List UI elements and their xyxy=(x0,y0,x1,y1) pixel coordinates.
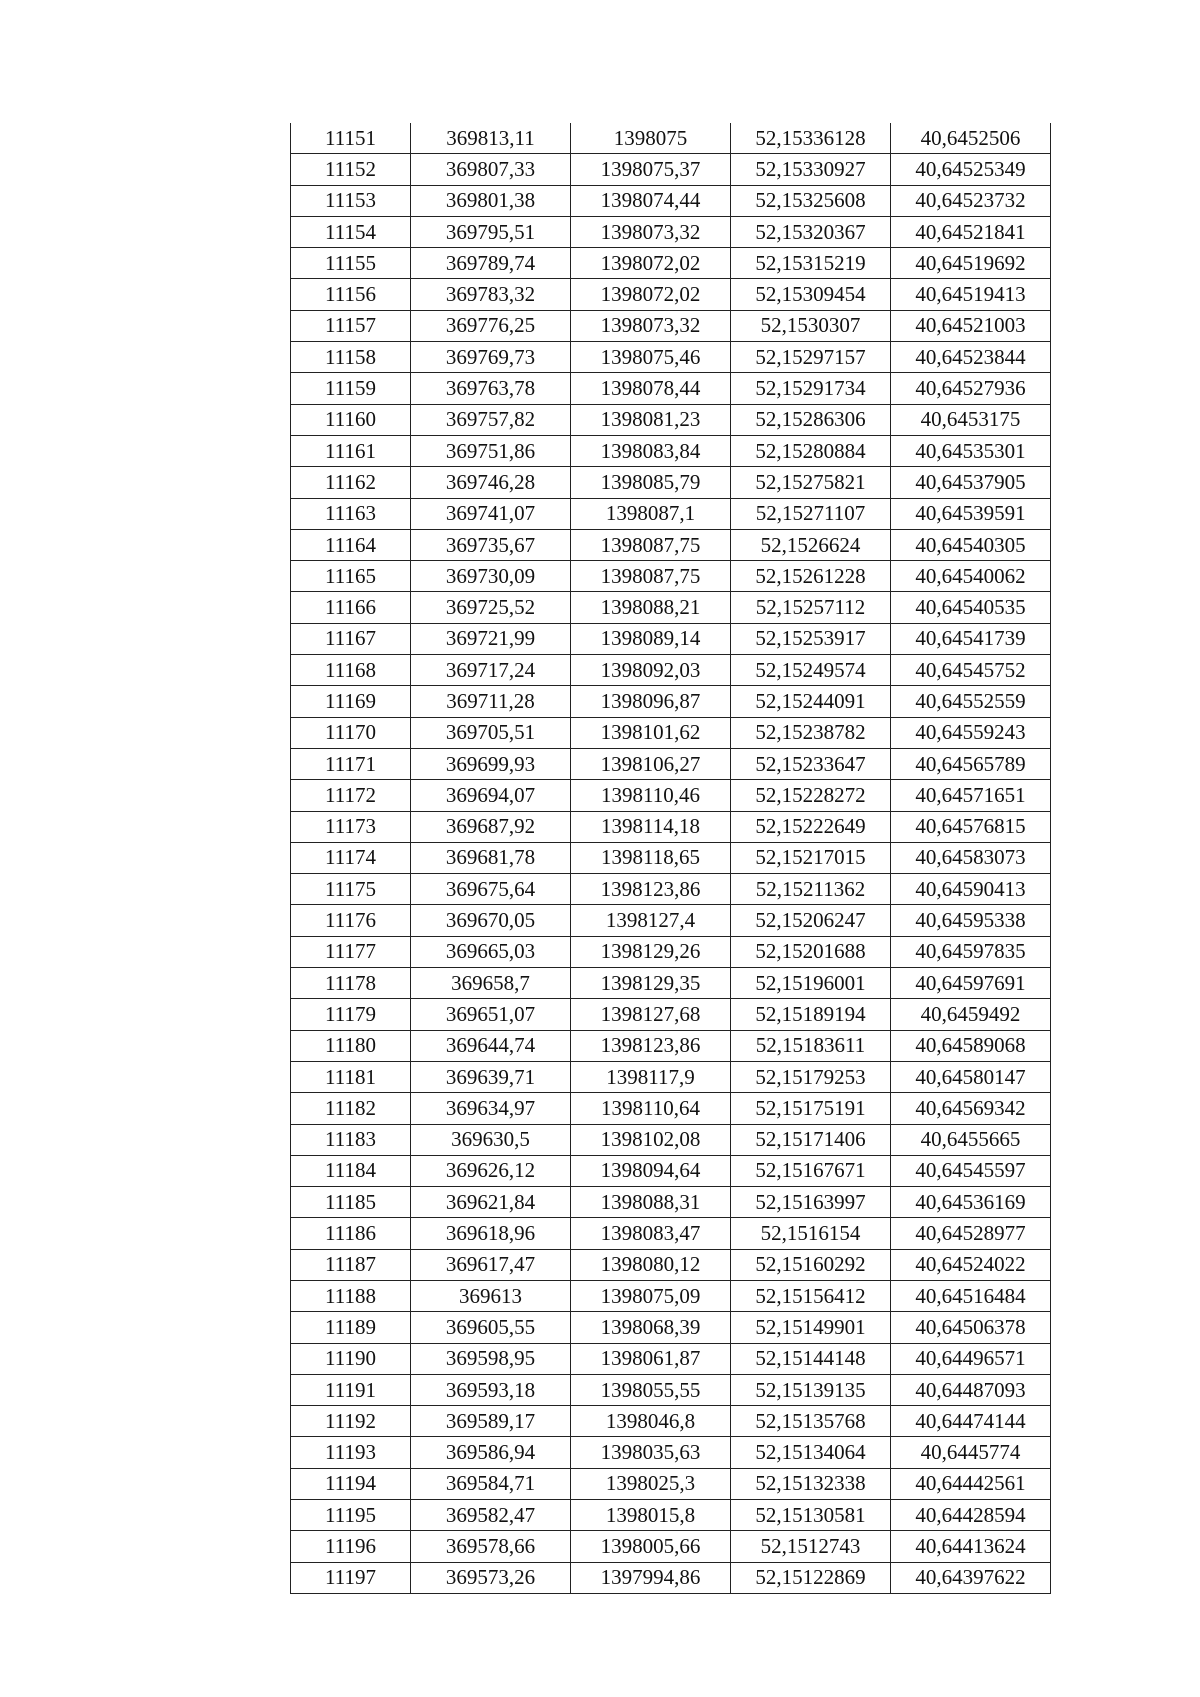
x-coordinate-cell: 369665,03 xyxy=(411,936,571,967)
point-number-cell: 11166 xyxy=(291,592,411,623)
longitude-cell: 40,64413624 xyxy=(891,1531,1051,1562)
latitude-cell: 52,1516154 xyxy=(731,1218,891,1249)
longitude-cell: 40,64496571 xyxy=(891,1343,1051,1374)
x-coordinate-cell: 369769,73 xyxy=(411,342,571,373)
latitude-cell: 52,15325608 xyxy=(731,185,891,216)
longitude-cell: 40,64545597 xyxy=(891,1155,1051,1186)
y-coordinate-cell: 1398087,75 xyxy=(571,561,731,592)
table-row xyxy=(291,1531,1051,1562)
longitude-cell: 40,6455665 xyxy=(891,1124,1051,1155)
latitude-cell: 52,15336128 xyxy=(731,123,891,154)
y-coordinate-cell: 1398088,21 xyxy=(571,592,731,623)
y-coordinate-cell: 1398055,55 xyxy=(571,1374,731,1405)
point-number-cell: 11180 xyxy=(291,1030,411,1061)
y-coordinate-cell: 1398127,68 xyxy=(571,999,731,1030)
y-coordinate-cell: 1398035,63 xyxy=(571,1437,731,1468)
latitude-cell: 52,15122869 xyxy=(731,1562,891,1593)
table-row xyxy=(291,874,1051,905)
longitude-cell: 40,64569342 xyxy=(891,1093,1051,1124)
longitude-cell: 40,64583073 xyxy=(891,842,1051,873)
point-number-cell: 11153 xyxy=(291,185,411,216)
latitude-cell: 52,15217015 xyxy=(731,842,891,873)
latitude-cell: 52,15315219 xyxy=(731,248,891,279)
point-number-cell: 11195 xyxy=(291,1500,411,1531)
table-row xyxy=(291,1187,1051,1218)
latitude-cell: 52,15196001 xyxy=(731,968,891,999)
latitude-cell: 52,15189194 xyxy=(731,999,891,1030)
latitude-cell: 52,15175191 xyxy=(731,1093,891,1124)
table-row xyxy=(291,1500,1051,1531)
table-row xyxy=(291,623,1051,654)
table-row xyxy=(291,1374,1051,1405)
point-number-cell: 11169 xyxy=(291,686,411,717)
point-number-cell: 11151 xyxy=(291,123,411,154)
x-coordinate-cell: 369717,24 xyxy=(411,655,571,686)
latitude-cell: 52,15211362 xyxy=(731,874,891,905)
point-number-cell: 11156 xyxy=(291,279,411,310)
latitude-cell: 52,15257112 xyxy=(731,592,891,623)
table-row xyxy=(291,1437,1051,1468)
longitude-cell: 40,64540062 xyxy=(891,561,1051,592)
point-number-cell: 11191 xyxy=(291,1374,411,1405)
table-row xyxy=(291,279,1051,310)
point-number-cell: 11160 xyxy=(291,404,411,435)
x-coordinate-cell: 369613 xyxy=(411,1280,571,1311)
x-coordinate-cell: 369807,33 xyxy=(411,154,571,185)
x-coordinate-cell: 369573,26 xyxy=(411,1562,571,1593)
y-coordinate-cell: 1398068,39 xyxy=(571,1312,731,1343)
y-coordinate-cell: 1398005,66 xyxy=(571,1531,731,1562)
coordinates-table-body xyxy=(291,123,1051,1593)
x-coordinate-cell: 369721,99 xyxy=(411,623,571,654)
point-number-cell: 11171 xyxy=(291,748,411,779)
table-row xyxy=(291,373,1051,404)
longitude-cell: 40,64552559 xyxy=(891,686,1051,717)
y-coordinate-cell: 1398073,32 xyxy=(571,216,731,247)
longitude-cell: 40,6453175 xyxy=(891,404,1051,435)
point-number-cell: 11176 xyxy=(291,905,411,936)
longitude-cell: 40,6459492 xyxy=(891,999,1051,1030)
y-coordinate-cell: 1398075 xyxy=(571,123,731,154)
point-number-cell: 11188 xyxy=(291,1280,411,1311)
longitude-cell: 40,64589068 xyxy=(891,1030,1051,1061)
x-coordinate-cell: 369687,92 xyxy=(411,811,571,842)
table-row xyxy=(291,561,1051,592)
latitude-cell: 52,15222649 xyxy=(731,811,891,842)
x-coordinate-cell: 369757,82 xyxy=(411,404,571,435)
table-row xyxy=(291,748,1051,779)
latitude-cell: 52,15244091 xyxy=(731,686,891,717)
table-row xyxy=(291,467,1051,498)
latitude-cell: 52,15130581 xyxy=(731,1500,891,1531)
y-coordinate-cell: 1398074,44 xyxy=(571,185,731,216)
point-number-cell: 11190 xyxy=(291,1343,411,1374)
table-row xyxy=(291,529,1051,560)
table-row xyxy=(291,1061,1051,1092)
x-coordinate-cell: 369751,86 xyxy=(411,435,571,466)
longitude-cell: 40,64527936 xyxy=(891,373,1051,404)
longitude-cell: 40,64537905 xyxy=(891,467,1051,498)
table-row xyxy=(291,342,1051,373)
longitude-cell: 40,64523732 xyxy=(891,185,1051,216)
longitude-cell: 40,64590413 xyxy=(891,874,1051,905)
x-coordinate-cell: 369705,51 xyxy=(411,717,571,748)
table-row xyxy=(291,1093,1051,1124)
latitude-cell: 52,15297157 xyxy=(731,342,891,373)
x-coordinate-cell: 369589,17 xyxy=(411,1406,571,1437)
x-coordinate-cell: 369741,07 xyxy=(411,498,571,529)
y-coordinate-cell: 1398129,26 xyxy=(571,936,731,967)
table-row xyxy=(291,1030,1051,1061)
table-row xyxy=(291,1280,1051,1311)
longitude-cell: 40,64521003 xyxy=(891,310,1051,341)
point-number-cell: 11174 xyxy=(291,842,411,873)
table-row xyxy=(291,842,1051,873)
longitude-cell: 40,64474144 xyxy=(891,1406,1051,1437)
y-coordinate-cell: 1398114,18 xyxy=(571,811,731,842)
x-coordinate-cell: 369634,97 xyxy=(411,1093,571,1124)
longitude-cell: 40,64545752 xyxy=(891,655,1051,686)
x-coordinate-cell: 369605,55 xyxy=(411,1312,571,1343)
y-coordinate-cell: 1398046,8 xyxy=(571,1406,731,1437)
y-coordinate-cell: 1398101,62 xyxy=(571,717,731,748)
latitude-cell: 52,15228272 xyxy=(731,780,891,811)
x-coordinate-cell: 369801,38 xyxy=(411,185,571,216)
y-coordinate-cell: 1398083,84 xyxy=(571,435,731,466)
point-number-cell: 11161 xyxy=(291,435,411,466)
latitude-cell: 52,15271107 xyxy=(731,498,891,529)
x-coordinate-cell: 369670,05 xyxy=(411,905,571,936)
longitude-cell: 40,64565789 xyxy=(891,748,1051,779)
y-coordinate-cell: 1398123,86 xyxy=(571,874,731,905)
point-number-cell: 11177 xyxy=(291,936,411,967)
x-coordinate-cell: 369694,07 xyxy=(411,780,571,811)
latitude-cell: 52,15144148 xyxy=(731,1343,891,1374)
point-number-cell: 11157 xyxy=(291,310,411,341)
point-number-cell: 11159 xyxy=(291,373,411,404)
latitude-cell: 52,1530307 xyxy=(731,310,891,341)
y-coordinate-cell: 1398015,8 xyxy=(571,1500,731,1531)
table-row xyxy=(291,435,1051,466)
x-coordinate-cell: 369658,7 xyxy=(411,968,571,999)
point-number-cell: 11162 xyxy=(291,467,411,498)
latitude-cell: 52,15134064 xyxy=(731,1437,891,1468)
table-row xyxy=(291,185,1051,216)
y-coordinate-cell: 1398088,31 xyxy=(571,1187,731,1218)
point-number-cell: 11178 xyxy=(291,968,411,999)
y-coordinate-cell: 1398089,14 xyxy=(571,623,731,654)
latitude-cell: 52,15156412 xyxy=(731,1280,891,1311)
y-coordinate-cell: 1398087,1 xyxy=(571,498,731,529)
longitude-cell: 40,64506378 xyxy=(891,1312,1051,1343)
longitude-cell: 40,64576815 xyxy=(891,811,1051,842)
latitude-cell: 52,15160292 xyxy=(731,1249,891,1280)
x-coordinate-cell: 369578,66 xyxy=(411,1531,571,1562)
y-coordinate-cell: 1398081,23 xyxy=(571,404,731,435)
y-coordinate-cell: 1398102,08 xyxy=(571,1124,731,1155)
x-coordinate-cell: 369730,09 xyxy=(411,561,571,592)
y-coordinate-cell: 1398075,09 xyxy=(571,1280,731,1311)
latitude-cell: 52,15320367 xyxy=(731,216,891,247)
y-coordinate-cell: 1398078,44 xyxy=(571,373,731,404)
latitude-cell: 52,15183611 xyxy=(731,1030,891,1061)
y-coordinate-cell: 1398087,75 xyxy=(571,529,731,560)
longitude-cell: 40,64540535 xyxy=(891,592,1051,623)
table-row xyxy=(291,248,1051,279)
table-row xyxy=(291,404,1051,435)
x-coordinate-cell: 369586,94 xyxy=(411,1437,571,1468)
point-number-cell: 11192 xyxy=(291,1406,411,1437)
x-coordinate-cell: 369725,52 xyxy=(411,592,571,623)
table-row xyxy=(291,1218,1051,1249)
longitude-cell: 40,64597691 xyxy=(891,968,1051,999)
table-row xyxy=(291,310,1051,341)
y-coordinate-cell: 1398092,03 xyxy=(571,655,731,686)
longitude-cell: 40,64519413 xyxy=(891,279,1051,310)
point-number-cell: 11196 xyxy=(291,1531,411,1562)
table-row xyxy=(291,1249,1051,1280)
table-row xyxy=(291,1468,1051,1499)
x-coordinate-cell: 369746,28 xyxy=(411,467,571,498)
y-coordinate-cell: 1398080,12 xyxy=(571,1249,731,1280)
point-number-cell: 11168 xyxy=(291,655,411,686)
y-coordinate-cell: 1398096,87 xyxy=(571,686,731,717)
y-coordinate-cell: 1398127,4 xyxy=(571,905,731,936)
table-row xyxy=(291,905,1051,936)
latitude-cell: 52,15275821 xyxy=(731,467,891,498)
table-row xyxy=(291,1155,1051,1186)
y-coordinate-cell: 1398106,27 xyxy=(571,748,731,779)
longitude-cell: 40,64521841 xyxy=(891,216,1051,247)
latitude-cell: 52,15286306 xyxy=(731,404,891,435)
y-coordinate-cell: 1398129,35 xyxy=(571,968,731,999)
latitude-cell: 52,15201688 xyxy=(731,936,891,967)
point-number-cell: 11172 xyxy=(291,780,411,811)
point-number-cell: 11194 xyxy=(291,1468,411,1499)
table-row xyxy=(291,1343,1051,1374)
latitude-cell: 52,1526624 xyxy=(731,529,891,560)
y-coordinate-cell: 1398110,46 xyxy=(571,780,731,811)
longitude-cell: 40,64397622 xyxy=(891,1562,1051,1593)
point-number-cell: 11193 xyxy=(291,1437,411,1468)
latitude-cell: 52,15135768 xyxy=(731,1406,891,1437)
point-number-cell: 11154 xyxy=(291,216,411,247)
latitude-cell: 52,15132338 xyxy=(731,1468,891,1499)
longitude-cell: 40,64571651 xyxy=(891,780,1051,811)
longitude-cell: 40,64580147 xyxy=(891,1061,1051,1092)
x-coordinate-cell: 369618,96 xyxy=(411,1218,571,1249)
point-number-cell: 11163 xyxy=(291,498,411,529)
table-row xyxy=(291,1406,1051,1437)
latitude-cell: 52,15149901 xyxy=(731,1312,891,1343)
latitude-cell: 52,15249574 xyxy=(731,655,891,686)
table-row xyxy=(291,999,1051,1030)
x-coordinate-cell: 369593,18 xyxy=(411,1374,571,1405)
point-number-cell: 11189 xyxy=(291,1312,411,1343)
table-row xyxy=(291,936,1051,967)
y-coordinate-cell: 1398117,9 xyxy=(571,1061,731,1092)
table-row xyxy=(291,1562,1051,1593)
table-row xyxy=(291,1124,1051,1155)
table-row xyxy=(291,592,1051,623)
longitude-cell: 40,64524022 xyxy=(891,1249,1051,1280)
latitude-cell: 52,15291734 xyxy=(731,373,891,404)
x-coordinate-cell: 369651,07 xyxy=(411,999,571,1030)
latitude-cell: 52,15253917 xyxy=(731,623,891,654)
point-number-cell: 11167 xyxy=(291,623,411,654)
latitude-cell: 52,15238782 xyxy=(731,717,891,748)
point-number-cell: 11155 xyxy=(291,248,411,279)
y-coordinate-cell: 1398118,65 xyxy=(571,842,731,873)
longitude-cell: 40,64519692 xyxy=(891,248,1051,279)
latitude-cell: 52,15330927 xyxy=(731,154,891,185)
latitude-cell: 52,15179253 xyxy=(731,1061,891,1092)
x-coordinate-cell: 369699,93 xyxy=(411,748,571,779)
point-number-cell: 11165 xyxy=(291,561,411,592)
longitude-cell: 40,64595338 xyxy=(891,905,1051,936)
longitude-cell: 40,64523844 xyxy=(891,342,1051,373)
latitude-cell: 52,15206247 xyxy=(731,905,891,936)
table-row xyxy=(291,780,1051,811)
x-coordinate-cell: 369639,71 xyxy=(411,1061,571,1092)
x-coordinate-cell: 369795,51 xyxy=(411,216,571,247)
longitude-cell: 40,64487093 xyxy=(891,1374,1051,1405)
table-row xyxy=(291,216,1051,247)
latitude-cell: 52,15171406 xyxy=(731,1124,891,1155)
latitude-cell: 52,15163997 xyxy=(731,1187,891,1218)
longitude-cell: 40,64428594 xyxy=(891,1500,1051,1531)
latitude-cell: 52,15167671 xyxy=(731,1155,891,1186)
table-row xyxy=(291,968,1051,999)
y-coordinate-cell: 1398083,47 xyxy=(571,1218,731,1249)
longitude-cell: 40,64516484 xyxy=(891,1280,1051,1311)
longitude-cell: 40,64528977 xyxy=(891,1218,1051,1249)
x-coordinate-cell: 369783,32 xyxy=(411,279,571,310)
longitude-cell: 40,6452506 xyxy=(891,123,1051,154)
y-coordinate-cell: 1398075,37 xyxy=(571,154,731,185)
x-coordinate-cell: 369584,71 xyxy=(411,1468,571,1499)
point-number-cell: 11175 xyxy=(291,874,411,905)
x-coordinate-cell: 369644,74 xyxy=(411,1030,571,1061)
table-row xyxy=(291,686,1051,717)
point-number-cell: 11173 xyxy=(291,811,411,842)
x-coordinate-cell: 369776,25 xyxy=(411,310,571,341)
longitude-cell: 40,64442561 xyxy=(891,1468,1051,1499)
point-number-cell: 11185 xyxy=(291,1187,411,1218)
y-coordinate-cell: 1398073,32 xyxy=(571,310,731,341)
x-coordinate-cell: 369617,47 xyxy=(411,1249,571,1280)
longitude-cell: 40,64559243 xyxy=(891,717,1051,748)
x-coordinate-cell: 369789,74 xyxy=(411,248,571,279)
latitude-cell: 52,1512743 xyxy=(731,1531,891,1562)
y-coordinate-cell: 1398123,86 xyxy=(571,1030,731,1061)
longitude-cell: 40,64536169 xyxy=(891,1187,1051,1218)
point-number-cell: 11152 xyxy=(291,154,411,185)
x-coordinate-cell: 369735,67 xyxy=(411,529,571,560)
x-coordinate-cell: 369711,28 xyxy=(411,686,571,717)
x-coordinate-cell: 369582,47 xyxy=(411,1500,571,1531)
y-coordinate-cell: 1398110,64 xyxy=(571,1093,731,1124)
point-number-cell: 11182 xyxy=(291,1093,411,1124)
y-coordinate-cell: 1398061,87 xyxy=(571,1343,731,1374)
point-number-cell: 11197 xyxy=(291,1562,411,1593)
latitude-cell: 52,15280884 xyxy=(731,435,891,466)
y-coordinate-cell: 1398072,02 xyxy=(571,248,731,279)
table-row xyxy=(291,655,1051,686)
table-row xyxy=(291,1312,1051,1343)
x-coordinate-cell: 369621,84 xyxy=(411,1187,571,1218)
longitude-cell: 40,6445774 xyxy=(891,1437,1051,1468)
point-number-cell: 11158 xyxy=(291,342,411,373)
x-coordinate-cell: 369763,78 xyxy=(411,373,571,404)
table-row xyxy=(291,498,1051,529)
x-coordinate-cell: 369675,64 xyxy=(411,874,571,905)
table-row xyxy=(291,154,1051,185)
y-coordinate-cell: 1397994,86 xyxy=(571,1562,731,1593)
table-row xyxy=(291,717,1051,748)
y-coordinate-cell: 1398025,3 xyxy=(571,1468,731,1499)
y-coordinate-cell: 1398072,02 xyxy=(571,279,731,310)
latitude-cell: 52,15309454 xyxy=(731,279,891,310)
point-number-cell: 11179 xyxy=(291,999,411,1030)
y-coordinate-cell: 1398085,79 xyxy=(571,467,731,498)
longitude-cell: 40,64525349 xyxy=(891,154,1051,185)
longitude-cell: 40,64597835 xyxy=(891,936,1051,967)
latitude-cell: 52,15233647 xyxy=(731,748,891,779)
x-coordinate-cell: 369681,78 xyxy=(411,842,571,873)
point-number-cell: 11186 xyxy=(291,1218,411,1249)
x-coordinate-cell: 369598,95 xyxy=(411,1343,571,1374)
longitude-cell: 40,64535301 xyxy=(891,435,1051,466)
longitude-cell: 40,64541739 xyxy=(891,623,1051,654)
x-coordinate-cell: 369630,5 xyxy=(411,1124,571,1155)
y-coordinate-cell: 1398094,64 xyxy=(571,1155,731,1186)
point-number-cell: 11183 xyxy=(291,1124,411,1155)
point-number-cell: 11164 xyxy=(291,529,411,560)
point-number-cell: 11181 xyxy=(291,1061,411,1092)
longitude-cell: 40,64540305 xyxy=(891,529,1051,560)
latitude-cell: 52,15261228 xyxy=(731,561,891,592)
y-coordinate-cell: 1398075,46 xyxy=(571,342,731,373)
table-row xyxy=(291,811,1051,842)
table-row xyxy=(291,123,1051,154)
latitude-cell: 52,15139135 xyxy=(731,1374,891,1405)
coordinates-table xyxy=(290,123,1051,1594)
point-number-cell: 11187 xyxy=(291,1249,411,1280)
longitude-cell: 40,64539591 xyxy=(891,498,1051,529)
point-number-cell: 11170 xyxy=(291,717,411,748)
x-coordinate-cell: 369626,12 xyxy=(411,1155,571,1186)
point-number-cell: 11184 xyxy=(291,1155,411,1186)
x-coordinate-cell: 369813,11 xyxy=(411,123,571,154)
